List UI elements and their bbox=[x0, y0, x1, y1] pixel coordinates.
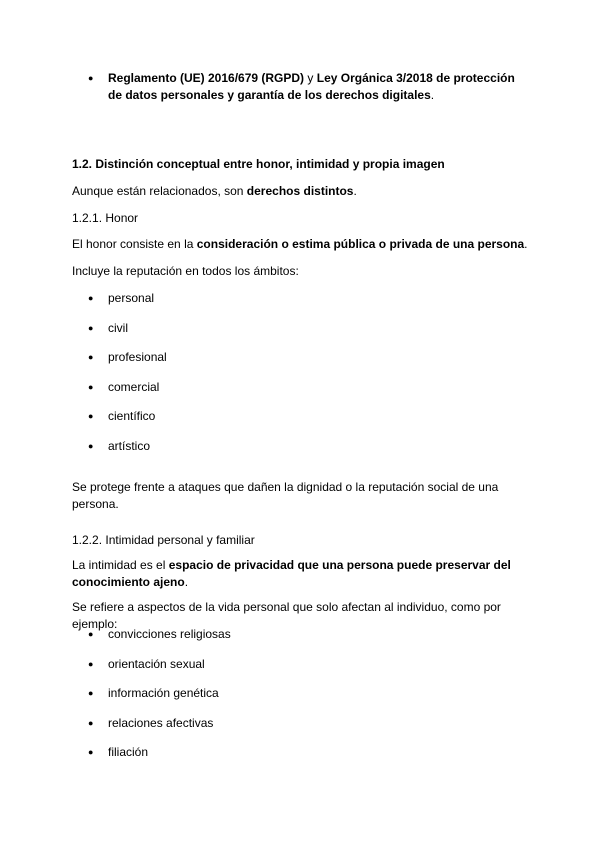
paragraph: Aunque están relacionados, son derechos distintos. bbox=[72, 184, 357, 198]
list-item: ● información genética bbox=[72, 685, 532, 715]
paragraph: Incluye la reputación en todos los ámbitos: bbox=[72, 264, 299, 278]
intro-bullet-list bbox=[72, 70, 532, 104]
paragraph: El honor consiste en la consideración o estima pública o privada de una persona. bbox=[72, 237, 528, 251]
list-item: ● civil bbox=[72, 320, 532, 350]
paragraph: Se protege frente a ataques que dañen la dignidad o la reputación social de una persona. bbox=[72, 480, 499, 511]
intimidad-list bbox=[72, 626, 532, 774]
list-item: ● artístico bbox=[72, 438, 532, 468]
list-item: ● Reglamento (UE) 2016/679 (RGPD) y Ley Orgánica 3/2018 de protección de datos personales y garantía de los derechos digitales. bbox=[72, 70, 532, 104]
list-item: ● científico bbox=[72, 408, 532, 438]
list-item: ● orientación sexual bbox=[72, 656, 532, 686]
subsection-heading: 1.2.1. Honor bbox=[72, 211, 139, 225]
list-item: ● convicciones religiosas bbox=[72, 626, 532, 656]
list-item: ● filiación bbox=[72, 744, 532, 774]
list-item: ● personal bbox=[72, 290, 532, 320]
list-item: ● relaciones afectivas bbox=[72, 715, 532, 745]
paragraph: Se refiere a aspectos de la vida personal que solo afectan al individuo, como por ejemplo: bbox=[72, 600, 501, 631]
list-item: ● comercial bbox=[72, 379, 532, 409]
section-heading: 1.2. Distinción conceptual entre honor, intimidad y propia imagen bbox=[72, 157, 445, 171]
subsection-heading: 1.2.2. Intimidad personal y familiar bbox=[72, 533, 255, 547]
honor-list bbox=[72, 290, 532, 467]
paragraph: La intimidad es el espacio de privacidad que una persona puede preservar del conocimiento ajeno. bbox=[72, 558, 511, 589]
list-item: ● profesional bbox=[72, 349, 532, 379]
